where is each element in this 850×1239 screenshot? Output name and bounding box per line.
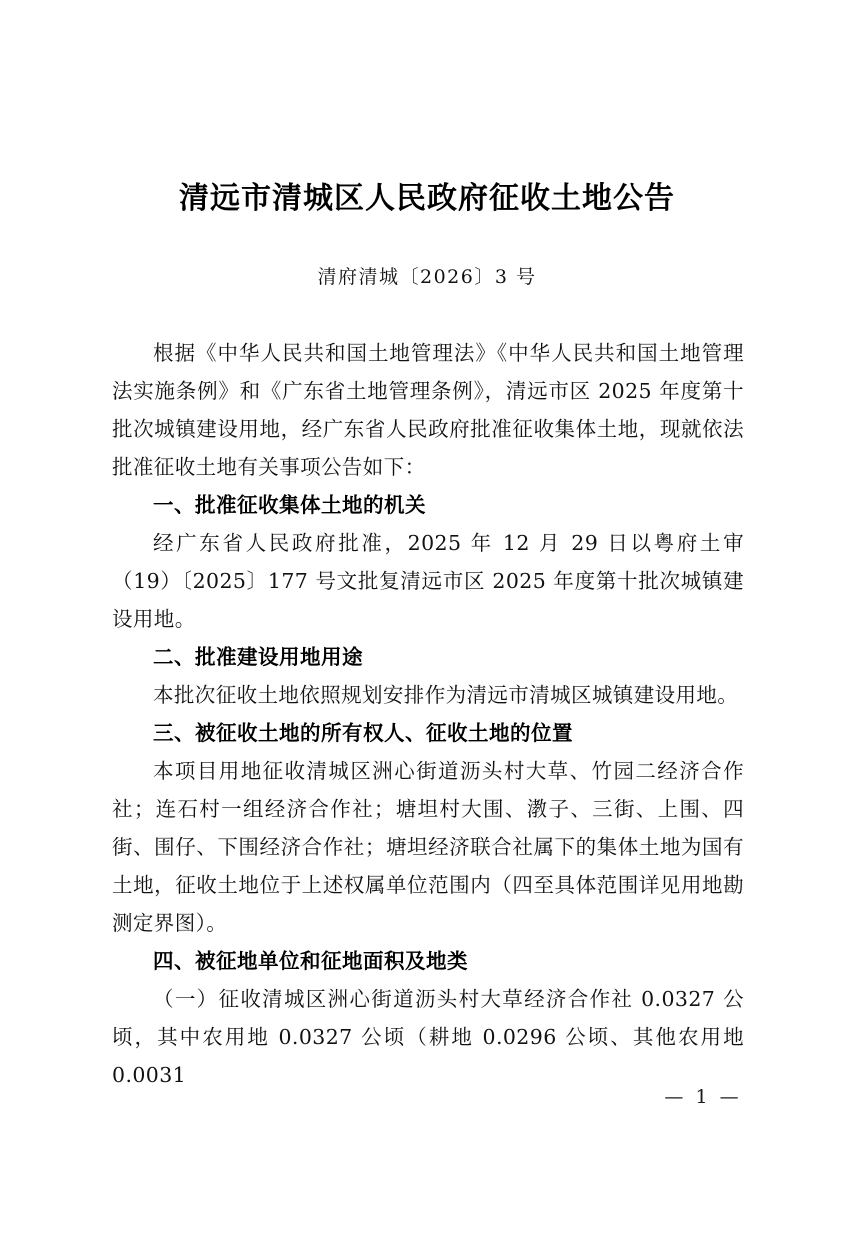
page-title: 清远市清城区人民政府征收土地公告: [179, 181, 675, 216]
section-heading-4: 四、被征地单位和征地面积及地类: [153, 949, 468, 973]
section-2-body: 本批次征收土地依照规划安排作为清远市清城区城镇建设用地。: [153, 683, 739, 707]
section-heading-2: 二、批准建设用地用途: [153, 645, 363, 669]
title-block: [112, 180, 742, 218]
section-4-item-1: （一）征收清城区洲心街道沥头村大草经济合作社 0.0327 公顷，其中农用地 0.0327 公顷（耕地 0.0296 公顷、其他农用地 0.0031: [112, 987, 744, 1087]
page-number-marker: — 1 —: [664, 1086, 742, 1108]
document-number: 清府清城〔2026〕3 号: [317, 266, 537, 288]
document-content: [112, 334, 744, 1094]
section-3-body: 本项目用地征收清城区洲心街道沥头村大草、竹园二经济合作社；连石村一组经济合作社；塘坦村大围、漖子、三街、上围、四街、围仔、下围经济合作社；塘坦经济联合社属下的集体土地为国有土地，征收土地位于上述权属单位范围内（四至具体范围详见用地勘测定界图）。: [112, 759, 744, 935]
section-1-body: 经广东省人民政府批准，2025 年 12 月 29 日以粤府土审（19）〔2025〕177 号文批复清远市区 2025 年度第十批次城镇建设用地。: [112, 531, 744, 631]
page-footer: [0, 1086, 850, 1108]
opening-paragraph: 根据《中华人民共和国土地管理法》《中华人民共和国土地管理法实施条例》和《广东省土地管理条例》，清远市区 2025 年度第十批次城镇建设用地，经广东省人民政府批准征收集体土地，现就依法批准征收土地有关事项公告如下：: [112, 341, 744, 479]
section-heading-3: 三、被征收土地的所有权人、征收土地的位置: [153, 721, 573, 745]
section-heading-1: 一、批准征收集体土地的机关: [153, 493, 426, 517]
